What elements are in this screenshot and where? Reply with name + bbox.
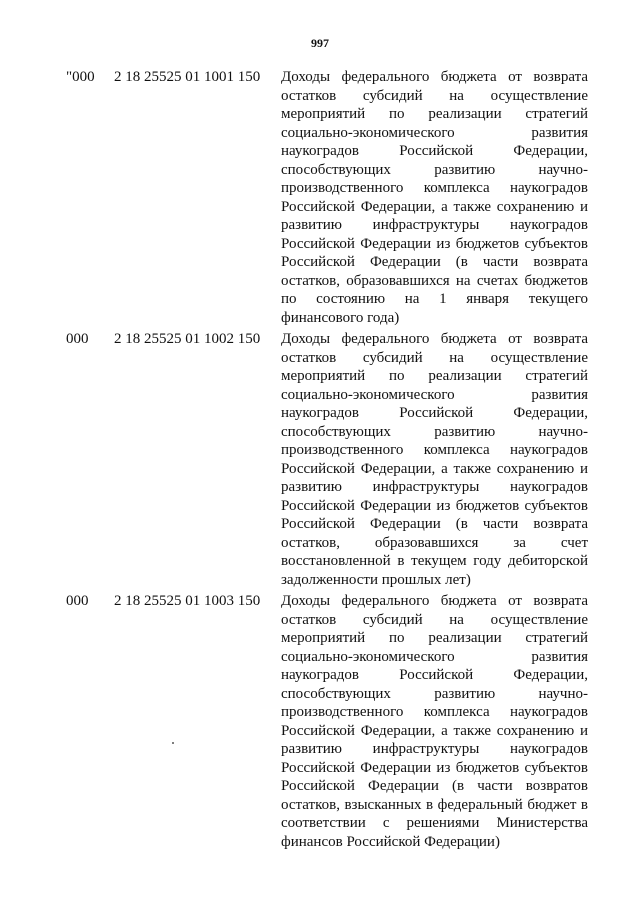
budget-classification-code: 2 18 25525 01 1001 150: [114, 69, 261, 85]
budget-classification-code: 2 18 25525 01 1003 150: [114, 593, 261, 609]
income-description: Доходы федерального бюджета от возврата остатков субсидий на осуществление мероприятий по реализации стратегий социально-экономического развития наукоградов Российской Федерации, способствующих развитию научно-производственного комплекса наукоградов Российской Федерации, а также сохранению и развитию инфраструктуры наукоградов Российской Федерации из бюджетов субъектов Российской Федерации (в части возврата остатков, образовавшихся за счет восстановленной в текущем году дебиторской задолженности прошлых лет): [281, 331, 588, 588]
budget-code-row: [0, 330, 640, 589]
income-description: Доходы федерального бюджета от возврата остатков субсидий на осуществление мероприятий по реализации стратегий социально-экономического развития наукоградов Российской Федерации, способствующих развитию научно-производственного комплекса наукоградов Российской Федерации, а также сохранению и развитию инфраструктуры наукоградов Российской Федерации из бюджетов субъектов Российской Федерации (в части возврата остатков, образовавшихся на счетах бюджетов по состоянию на 1 января текущего финансового года): [281, 69, 588, 326]
budget-code-row: [0, 592, 640, 851]
budget-code-table: [0, 68, 640, 851]
budget-code-row: [0, 68, 640, 327]
income-description: Доходы федерального бюджета от возврата остатков субсидий на осуществление мероприятий по реализации стратегий социально-экономического развития наукоградов Российской Федерации, способствующих развитию научно-производственного комплекса наукоградов Российской Федерации, а также сохранению и развитию инфраструктуры наукоградов Российской Федерации из бюджетов субъектов Российской Федерации (в части возвратов остатков, взысканных в федеральный бюджет в соответствии с решениями Министерства финансов Российской Федерации): [281, 593, 588, 850]
page-number: 997: [311, 36, 329, 50]
scan-speck: [172, 742, 174, 744]
budget-classification-code: 2 18 25525 01 1002 150: [114, 331, 261, 347]
admin-code: 000: [66, 593, 89, 609]
admin-code: 000: [66, 331, 89, 347]
admin-code: "000: [66, 69, 95, 85]
